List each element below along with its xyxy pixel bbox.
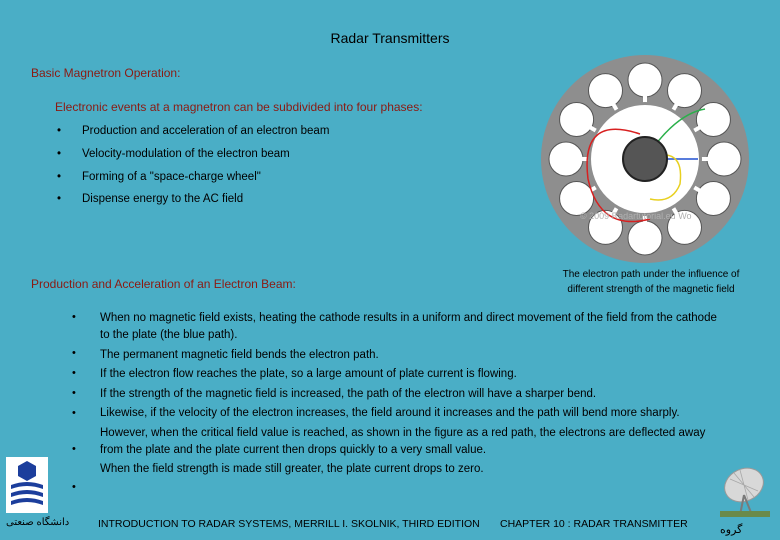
section-heading-production: Production and Acceleration of an Electron Beam: [31,277,296,291]
university-name: دانشگاه صنعتی [6,517,70,528]
slide-title: Radar Transmitters [330,30,450,46]
phases-intro: Electronic events at a magnetron can be subdivided into four phases: [55,100,423,114]
cavity-hole [696,103,730,137]
bullet-glyph: • [72,347,76,359]
cavity-hole [696,182,730,216]
cavity-hole [707,142,741,176]
cavity-hole [589,74,623,108]
bullet-glyph: • [57,125,62,137]
bullet-glyph: • [72,387,76,399]
bullet-glyph: • [72,311,76,323]
cavity-hole [628,63,662,97]
bullet-glyph: • [72,407,76,419]
bullet-glyph: • [57,148,62,160]
cathode [623,137,667,181]
list-item: However, when the critical field value is reached, as shown in the figure as a red path, the electrons are deflected away from the plate and the plate current then drops quickly to a very small value. [100,426,706,456]
bullet-glyph: • [57,171,62,183]
cavity-hole [668,74,702,108]
university-logo [6,457,48,513]
list-item: Likewise, if the velocity of the electron increases, the field around it increases and the path will bend more sharply. [100,407,680,419]
explanation-list [100,310,720,481]
footer-chapter: CHAPTER 10 : RADAR TRANSMITTER [500,518,688,530]
bullet-glyph: • [72,367,76,379]
figure-caption: The electron path under the influence of different strength of the magnetic field [562,269,740,295]
phase-text: Production and acceleration of an electron beam [82,125,330,137]
bullet-glyph: • [72,443,76,455]
phase-text: Dispense energy to the AC field [82,193,244,205]
radar-dish-image [720,465,770,517]
magnetron-diagram [540,54,750,264]
list-item: When the field strength is made still greater, the plate current drops to zero. [100,463,484,475]
cavity-hole [549,142,583,176]
list-item: The permanent magnetic field bends the electron path. [100,348,379,361]
section-heading-magnetron: Basic Magnetron Operation: [31,66,181,80]
phase-text: Forming of a "space-charge wheel" [82,171,261,183]
list-item: If the strength of the magnetic field is increased, the path of the electron will have a sharper bend. [100,387,597,400]
footer-group-label: گروه [720,524,743,536]
bullet-glyph: • [72,481,76,493]
cavity-hole [628,221,662,255]
footer-reference: INTRODUCTION TO RADAR SYSTEMS, MERRILL I. SKOLNIK, THIRD EDITION [98,518,480,530]
list-item: If the electron flow reaches the plate, so a large amount of plate current is flowing. [100,368,517,380]
list-item: When no magnetic field exists, heating the cathode results in a uniform and direct movement of the field from the cathode to the plate (the blue path). [100,312,717,341]
phase-text: Velocity-modulation of the electron beam [82,148,290,160]
bullet-glyph: • [57,193,62,205]
diagram-watermark: © 2009 Radartutorial.eu Wo [580,211,692,221]
cavity-hole [560,103,594,137]
